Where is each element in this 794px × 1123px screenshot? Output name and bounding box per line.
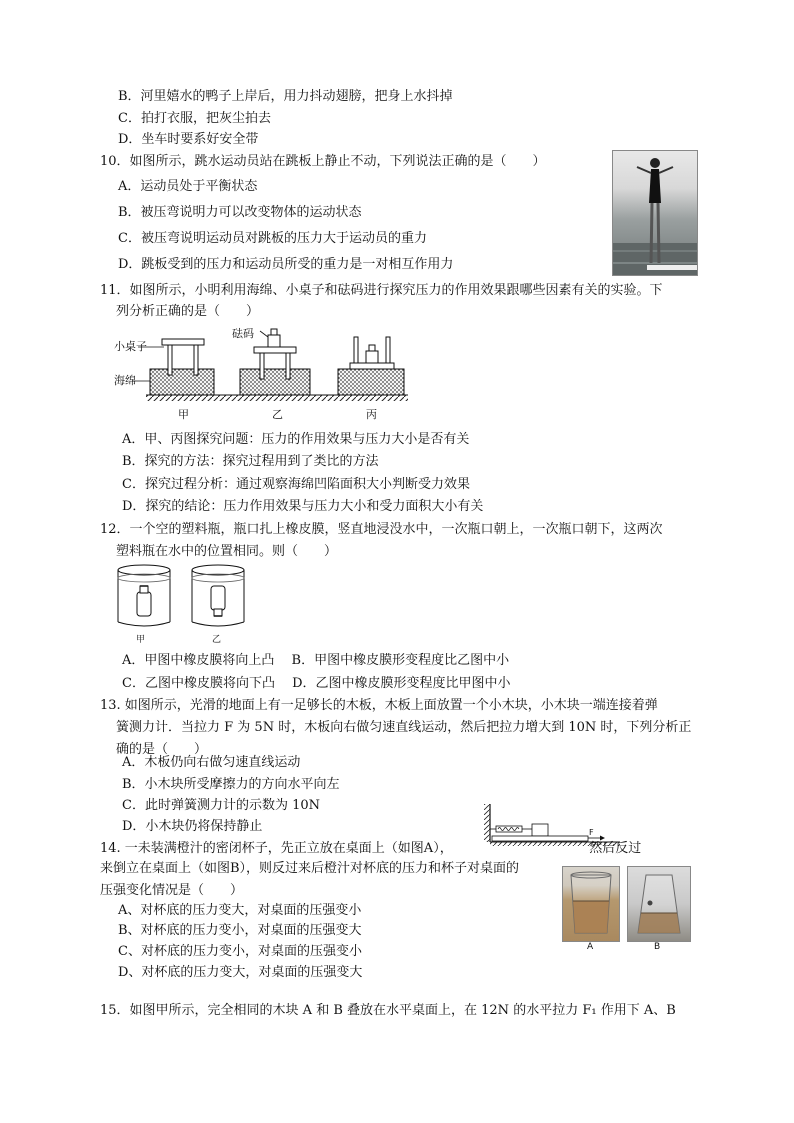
q14-stem-line2: 来倒立在桌面上（如图B），则反过来后橙汁对杯底的压力和杯子对桌面的 xyxy=(100,861,520,876)
q11-stem-line2: 列分析正确的是（ ） xyxy=(116,304,260,319)
q13-option-c: C．此时弹簧测力计的示数为 10N xyxy=(122,798,320,813)
q14-option-b: B、对杯底的压力变小，对桌面的压强变大 xyxy=(118,923,362,938)
q10-option-b: B．被压弯说明力可以改变物体的运动状态 xyxy=(118,205,362,220)
q10-option-a: A．运动员处于平衡状态 xyxy=(118,179,258,194)
cup-photo-b xyxy=(627,866,691,942)
q9-option-b: B．河里嬉水的鸭子上岸后，用力抖动翅膀，把身上水抖掉 xyxy=(118,89,453,104)
label-weight: 砝码 xyxy=(232,327,254,340)
cup-label-b: B xyxy=(654,942,661,952)
q12-options-ab: A．甲图中橡皮膜将向上凸 B．甲图中橡皮膜形变程度比乙图中小 xyxy=(122,653,510,668)
label-jia: 甲 xyxy=(178,408,189,421)
q14-option-c: C、对杯底的压力变小，对桌面的压强变小 xyxy=(118,944,362,959)
label-small-table: 小桌子 xyxy=(114,340,147,353)
cup-upright xyxy=(563,867,619,941)
diver-photo xyxy=(612,150,698,276)
q13-stem-line1: 13. 如图所示，光滑的地面上有一足够长的木板，木板上面放置一个小木块，小木块一端连接着弹 xyxy=(100,698,658,713)
q12-bottle-diagram xyxy=(112,562,252,644)
q12-options-cd: C．乙图中橡皮膜将向下凸 D．乙图中橡皮膜形变程度比甲图中小 xyxy=(122,676,511,691)
q11-stem-line1: 11．如图所示，小明利用海绵、小桌子和砝码进行探究压力的作用效果跟哪些因素有关的实验。下 xyxy=(100,283,663,298)
q14-stem-line1: 14. 一未装满橙汁的密闭杯子，先正立放在桌面上（如图A）， 然后反过 xyxy=(100,841,642,856)
label-bing: 丙 xyxy=(366,408,377,421)
q12-stem-line2: 塑料瓶在水中的位置相同。则（ ） xyxy=(116,544,338,559)
q9-option-d: D．坐车时要系好安全带 xyxy=(118,132,259,147)
q13-option-d: D．小木块仍将保持静止 xyxy=(122,819,263,834)
q10-option-d: D．跳板受到的压力和运动员所受的重力是一对相互作用力 xyxy=(118,257,454,272)
q14-option-d: D、对杯底的压力变大，对桌面的压强变大 xyxy=(118,965,363,980)
q13-option-b: B．小木块所受摩擦力的方向水平向左 xyxy=(122,777,340,792)
q11-option-c: C．探究过程分析：通过观察海绵凹陷面积大小判断受力效果 xyxy=(122,477,470,492)
q13-option-a: A．木板仍向右做匀速直线运动 xyxy=(122,755,301,770)
q11-option-b: B．探究的方法：探究过程用到了类比的方法 xyxy=(122,454,379,469)
diver-figure xyxy=(613,151,697,275)
q14-option-a: A、对杯底的压力变大，对桌面的压强变小 xyxy=(118,903,362,918)
cup-inverted xyxy=(628,867,690,941)
q15-stem: 15．如图甲所示，完全相同的木块 A 和 B 叠放在水平桌面上，在 12N 的水平拉力 F₁ 作用下 A、B xyxy=(100,1003,676,1018)
q12-label-jia: 甲 xyxy=(136,635,146,645)
label-sponge: 海绵 xyxy=(114,374,136,387)
q12-stem-line1: 12．一个空的塑料瓶，瓶口扎上橡皮膜，竖直地浸没水中，一次瓶口朝上，一次瓶口朝下，这两次 xyxy=(100,522,663,537)
cup-photo-a xyxy=(562,866,620,942)
q14-stem-line3: 压强变化情况是（ ） xyxy=(100,883,244,898)
q13-force-label: F xyxy=(589,828,594,837)
q13-stem-line2: 簧测力计．当拉力 F 为 5N 时，木板向右做匀速直线运动，然后把拉力增大到 10N 时，下列分析正 xyxy=(116,720,692,735)
q11-option-d: D．探究的结论：压力作用效果与压力大小和受力面积大小有关 xyxy=(122,499,484,514)
cup-label-a: A xyxy=(587,942,594,952)
q12-label-yi: 乙 xyxy=(212,635,222,645)
q9-option-c: C．拍打衣服，把灰尘拍去 xyxy=(118,111,271,126)
q13-stem-line3: 确的是（ ） xyxy=(116,742,208,757)
q10-option-c: C．被压弯说明运动员对跳板的压力大于运动员的重力 xyxy=(118,231,427,246)
q10-stem: 10．如图所示，跳水运动员站在跳板上静止不动，下列说法正确的是（ ） xyxy=(100,154,546,169)
label-yi: 乙 xyxy=(272,408,283,421)
q11-option-a: A．甲、丙图探究问题：压力的作用效果与压力大小是否有关 xyxy=(122,432,470,447)
